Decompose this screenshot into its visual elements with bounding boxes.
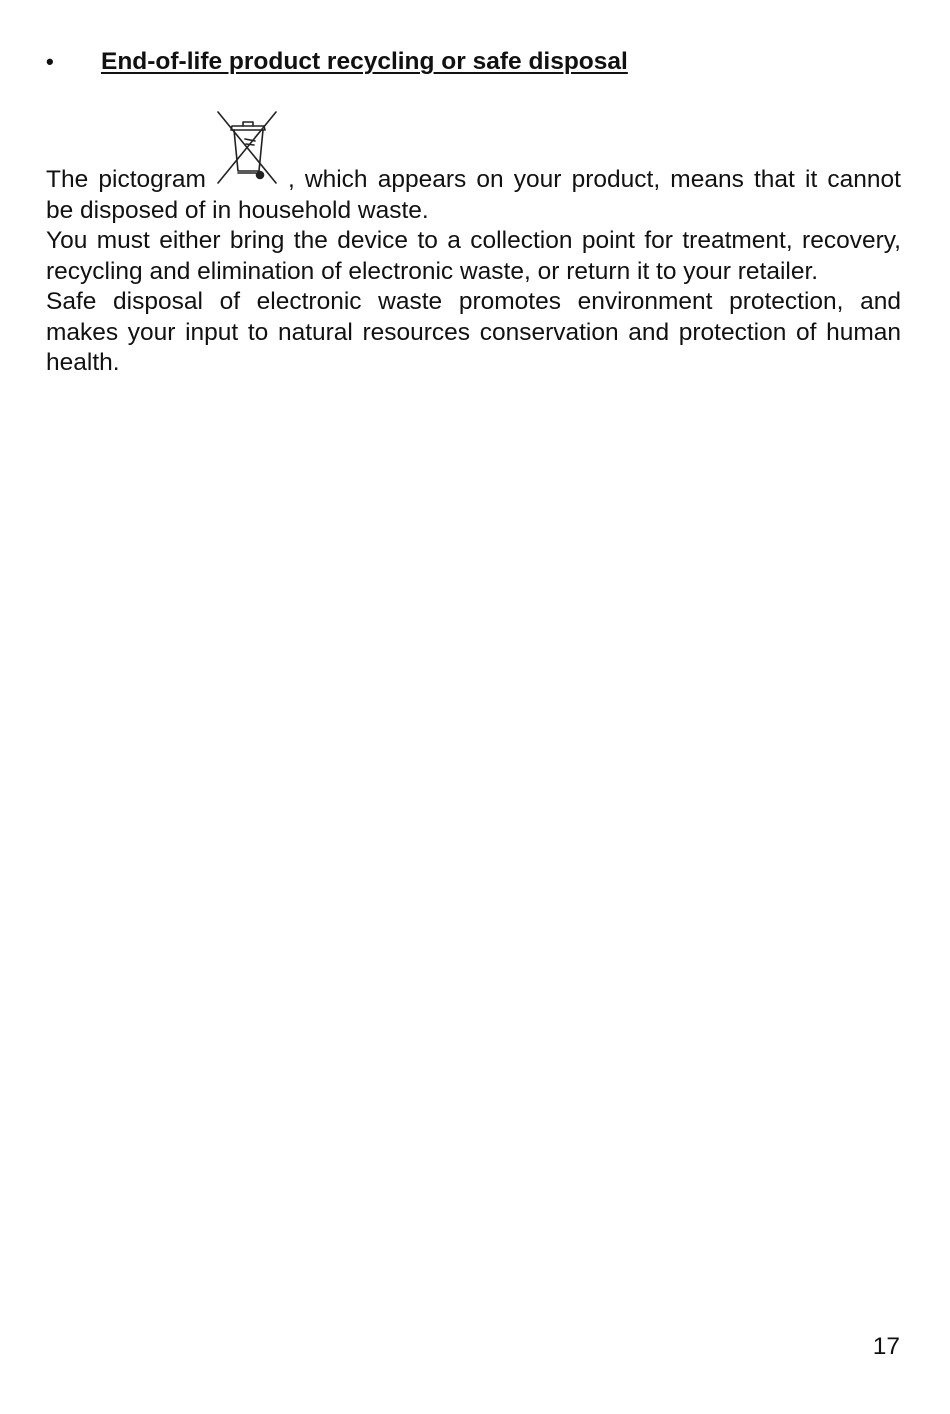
section-heading: End-of-life product recycling or safe disposal — [101, 48, 628, 75]
section-heading-row — [46, 44, 906, 80]
paragraph-pictogram-rest: , which appears on your product, means that it cannot be disposed of in household waste. — [46, 166, 901, 224]
crossed-out-wheeled-bin-icon — [212, 157, 282, 187]
body-text — [46, 157, 901, 379]
paragraph-safe-disposal: Safe disposal of electronic waste promotes environment protection, and makes your input to natural resources conservation and protection of human health. — [46, 288, 901, 376]
paragraph-pictogram — [46, 157, 901, 226]
paragraph-pictogram-lead: The pictogram — [46, 166, 206, 193]
bullet: • — [46, 49, 54, 74]
paragraph-collection: You must either bring the device to a collection point for treatment, recovery, recycling and elimination of electronic waste, or return it to your retailer. — [46, 227, 901, 285]
page-number: 17 — [872, 1333, 900, 1360]
